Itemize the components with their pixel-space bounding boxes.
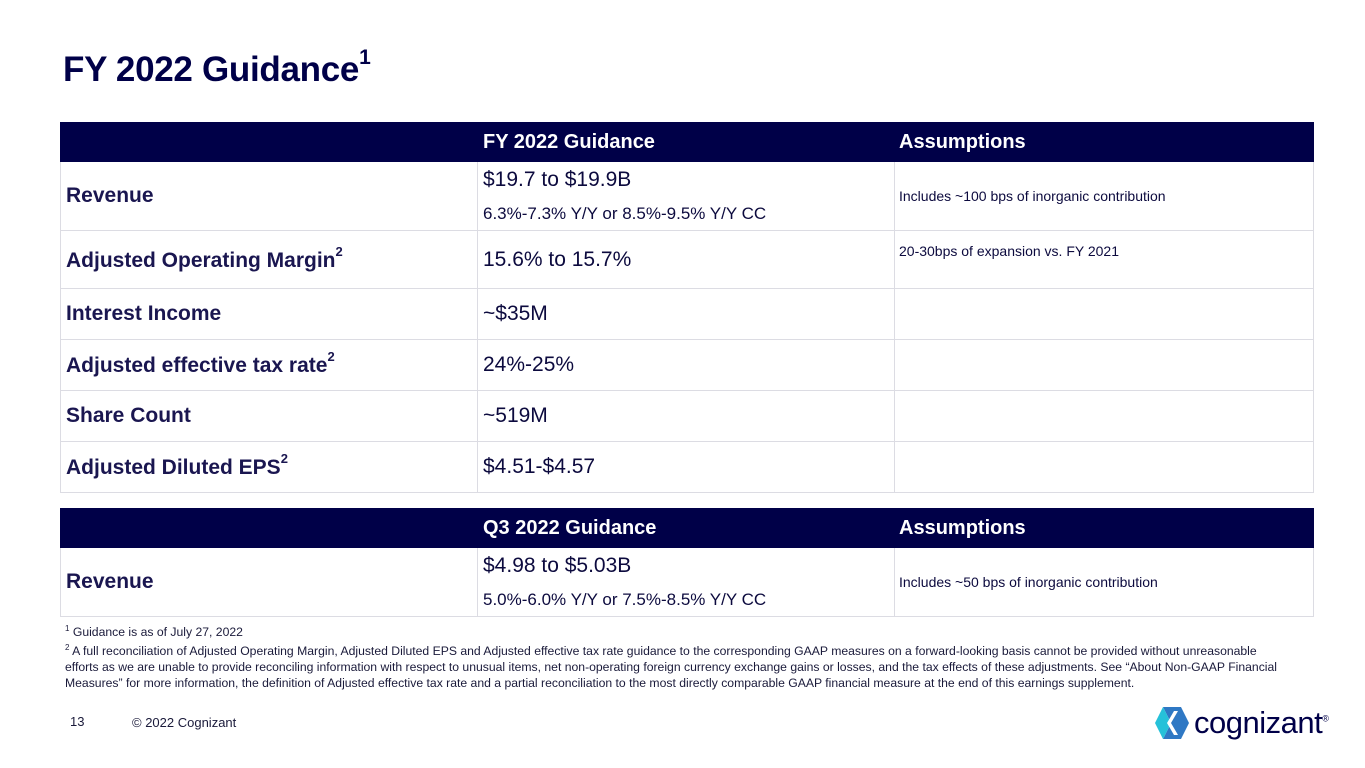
page-number: 13 [70,714,85,729]
table-header-row [61,509,1314,548]
row-value-cell: ~$35M [478,289,895,340]
table-row [61,340,1314,391]
header-cell-guidance: FY 2022 Guidance [478,123,895,162]
title-footnote-mark: 1 [359,46,371,70]
q3-guidance-table [60,508,1314,617]
cognizant-logo [1154,705,1328,741]
table-row [61,162,1314,231]
row-assumption-cell [895,289,1314,340]
header-cell-assumptions: Assumptions [895,123,1314,162]
table-row [61,289,1314,340]
row-label-cell: Adjusted effective tax rate$^2$ [61,340,478,391]
row-label-cell: Share Count [61,391,478,442]
row-label-cell: Interest Income [61,289,478,340]
row-value: $4.98 to $5.03B [483,554,632,577]
table-row [61,548,1314,617]
row-assumption-cell [895,340,1314,391]
header-cell-guidance: Q3 2022 Guidance [478,509,895,548]
row-value: $19.7 to $19.9B [483,168,632,191]
row-value-cell: ~519M [478,391,895,442]
row-label-cell: Adjusted Operating Margin$^2$ [61,231,478,289]
row-assumption-cell: Includes ~50 bps of inorganic contribution [895,548,1314,617]
table-row [61,231,1314,289]
copyright: © 2022 Cognizant [132,715,237,730]
cognizant-logo-icon [1154,706,1190,740]
table-row [61,442,1314,493]
row-assumption-cell: Includes ~100 bps of inorganic contribution [895,162,1314,231]
footnote-mark: 2 [327,349,335,364]
footnote-1: $^1$ Guidance is as of July 27, 2022 [65,624,243,640]
row-assumption-cell: 20-30bps of expansion vs. FY 2021 [895,231,1314,289]
footnote-2: $^2$ A full reconciliation of Adjusted Operating Margin, Adjusted Diluted EPS and Adjusted effective tax rate guidance to the corresponding GAAP measures on a forward-looking basis cannot be provided without unreasonable efforts as we are unable to provide reconciling information with respect to unusual items, net non-operating foreign currency exchange gains or losses, and the tax effects of these adjustments. See “About Non-GAAP Financial Measures” for more information, the definition of Adjusted effective tax rate and a partial reconciliation to the most directly comparable GAAP financial measure at the end of this earnings supplement. [65,643,1277,691]
row-value-cell: $4.51-$4.57 [478,442,895,493]
logo-wordmark: cognizant® [1194,705,1329,740]
row-label-cell: Revenue [61,162,478,231]
row-value-sub: 6.3%-7.3% Y/Y or 8.5%-9.5% Y/Y CC [483,204,767,223]
header-cell-assumptions: Assumptions [895,509,1314,548]
footnote-mark: 2 [335,243,343,259]
row-assumption-cell [895,391,1314,442]
footnotes [65,621,1285,691]
row-label-cell: Adjusted Diluted EPS$^2$ [61,442,478,493]
table-header-row [61,123,1314,162]
page-title: FY 2022 Guidance$^1$ [63,46,371,89]
row-value-sub: 5.0%-6.0% Y/Y or 7.5%-8.5% Y/Y CC [483,590,767,609]
row-value-cell: 24%-25% [478,340,895,391]
header-cell-empty [61,509,478,548]
row-assumption-cell [895,442,1314,493]
footnote-mark: 2 [280,451,288,466]
table-row [61,391,1314,442]
row-label-cell: Revenue [61,548,478,617]
header-cell-empty [61,123,478,162]
fy-guidance-table [60,122,1314,493]
row-value-cell [478,162,895,231]
row-value-cell [478,548,895,617]
row-value-cell: 15.6% to 15.7% [478,231,895,289]
